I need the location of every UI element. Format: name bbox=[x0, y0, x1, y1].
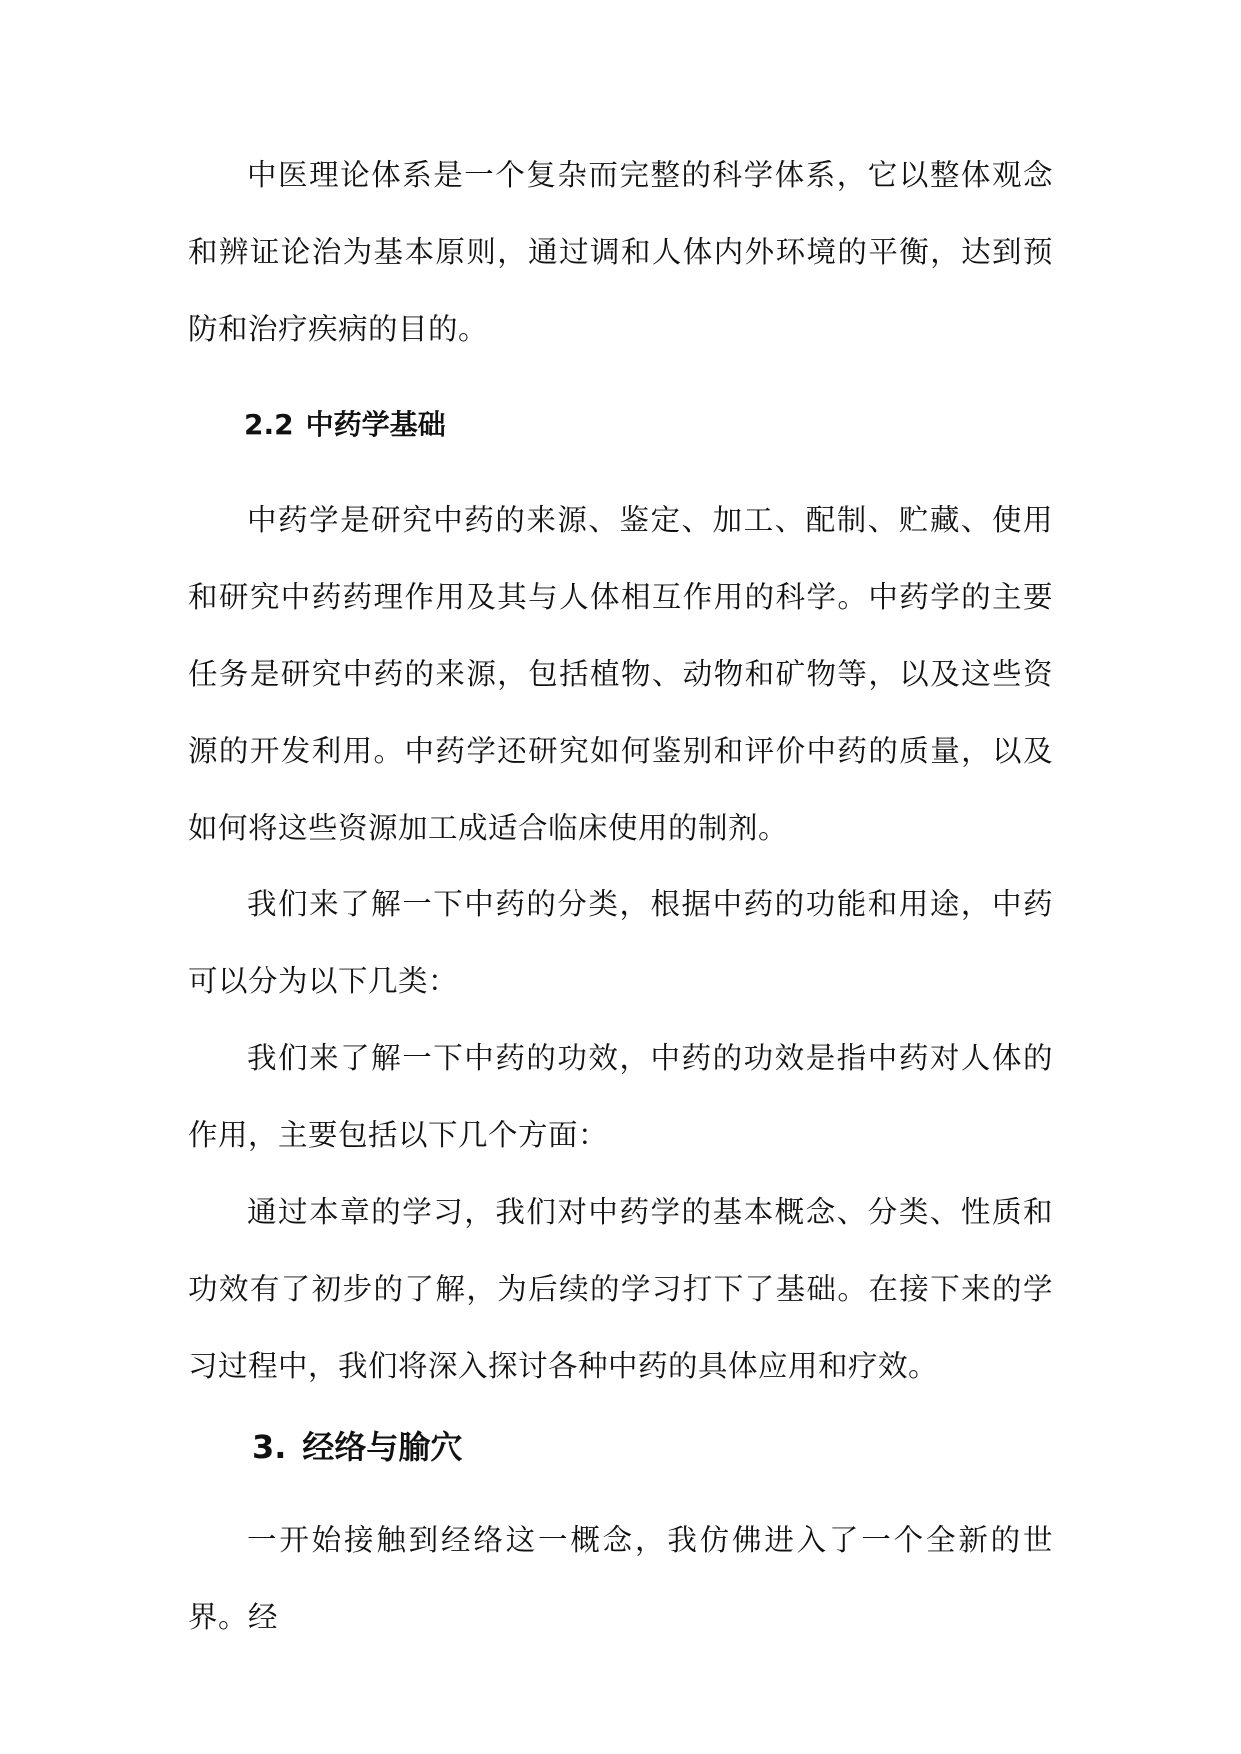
paragraph-chapter-summary: 通过本章的学习，我们对中药学的基本概念、分类、性质和功效有了初步的了解，为后续的学习打下了基础。在接下来的学习过程中，我们将深入探讨各种中药的具体应用和疗效。 bbox=[188, 1195, 1053, 1383]
section-number: 2.2 bbox=[244, 408, 294, 441]
section-heading-3 bbox=[252, 1425, 462, 1469]
paragraph-tcm-theory: 中医理论体系是一个复杂而完整的科学体系，它以整体观念和辨证论治为基本原则，通过调和人体内外环境的平衡，达到预防和治疗疾病的目的。 bbox=[188, 158, 1053, 346]
section-heading-2-2 bbox=[244, 405, 446, 445]
paragraph-meridians-intro: 一开始接触到经络这一概念，我仿佛进入了一个全新的世界。经 bbox=[188, 1523, 1053, 1634]
paragraph-herbology-definition: 中药学是研究中药的来源、鉴定、加工、配制、贮藏、使用和研究中药药理作用及其与人体相互作用的科学。中药学的主要任务是研究中药的来源，包括植物、动物和矿物等，以及这些资源的开发利用。中药学还研究如何鉴别和评价中药的质量，以及如何将这些资源加工成适合临床使用的制剂。 bbox=[188, 503, 1053, 845]
section-number: 3. bbox=[252, 1428, 287, 1466]
paragraph-herb-efficacy: 我们来了解一下中药的功效，中药的功效是指中药对人体的作用，主要包括以下几个方面： bbox=[188, 1041, 1053, 1152]
section-title: 中药学基础 bbox=[305, 408, 446, 441]
paragraph-herb-classification: 我们来了解一下中药的分类，根据中药的功能和用途，中药可以分为以下几类： bbox=[188, 887, 1053, 998]
section-title: 经络与腧穴 bbox=[302, 1428, 463, 1466]
